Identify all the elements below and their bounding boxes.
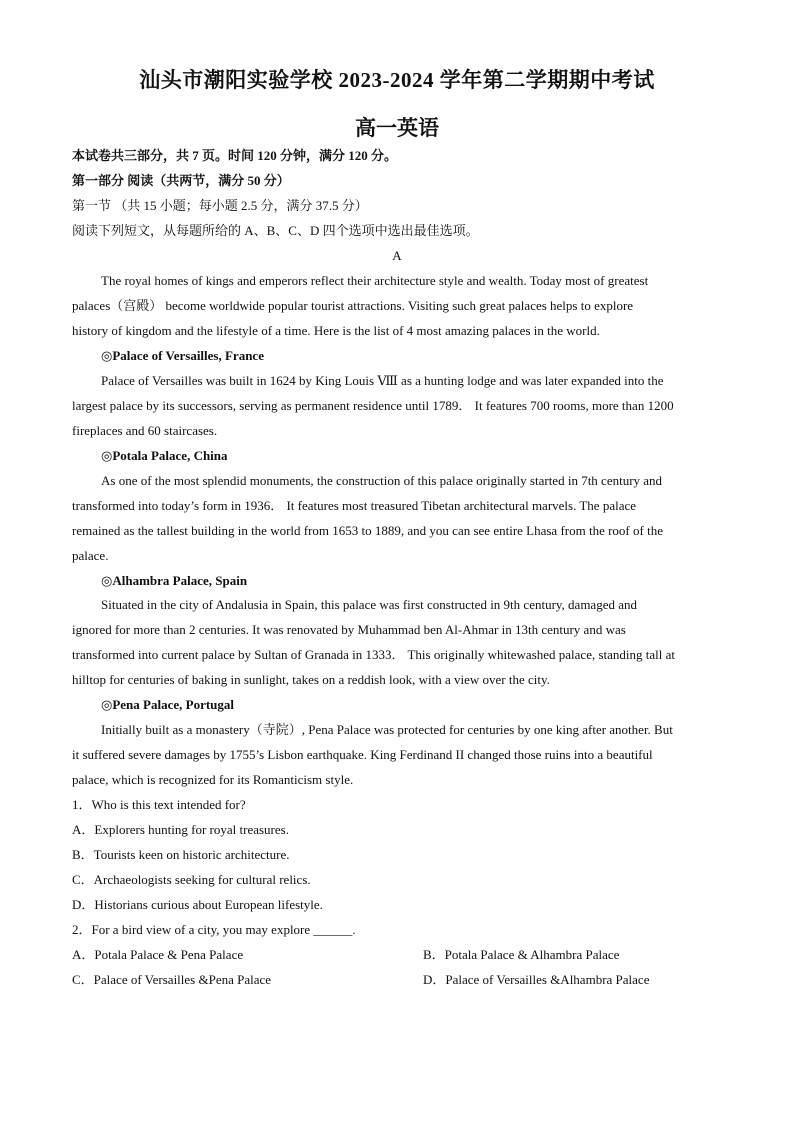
answer-option: B．Potala Palace & Alhambra Palace	[423, 947, 620, 962]
exam-title: 汕头市潮阳实验学校 2023-2024 学年第二学期期中考试	[139, 68, 655, 92]
passage-text-line: As one of the most splendid monuments, the construction of this palace originally started in 7th century and	[101, 473, 663, 488]
passage-label: A	[392, 248, 402, 263]
palace-heading: ◎Alhambra Palace, Spain	[101, 573, 248, 588]
answer-option: A．Potala Palace & Pena Palace	[72, 947, 244, 962]
passage-text-line: Situated in the city of Andalusia in Spain, this palace was first constructed in 9th century, damaged and	[101, 597, 637, 612]
passage-text-line: it suffered severe damages by 1755’s Lisbon earthquake. King Ferdinand II changed those ruins into a beautiful	[72, 747, 653, 762]
passage-text-line: palace, which is recognized for its Romanticism style.	[72, 772, 354, 787]
passage-text-line: largest palace by its successors, serving as permanent residence until 1789． It features 700 rooms, more than 1200	[72, 398, 674, 413]
exam-subtitle: 高一英语	[355, 116, 439, 140]
passage-text-line: palace.	[72, 548, 109, 563]
passage-text-line: transformed into current palace by Sultan of Granada in 1333． This originally whitewashed palace, standing tall at	[72, 647, 676, 662]
passage-text-line: palaces（宫殿） become worldwide popular tourist attractions. Visiting such great palaces helps to explore	[72, 298, 634, 313]
passage-text-line: fireplaces and 60 staircases.	[72, 423, 218, 438]
passage-text-line: hilltop for centuries of baking in sunlight, takes on a reddish look, with a view over the city.	[72, 672, 550, 687]
answer-option: D．Historians curious about European lifestyle.	[72, 897, 323, 912]
instruction-text: 阅读下列短文，从每题所给的 A、B、C、D 四个选项中选出最佳选项。	[72, 223, 479, 238]
answer-option: D．Palace of Versailles &Alhambra Palace	[423, 972, 650, 987]
palace-heading: ◎Pena Palace, Portugal	[101, 697, 235, 712]
question-stem: 1．Who is this text intended for?	[72, 797, 246, 812]
answer-option: A．Explorers hunting for royal treasures.	[72, 822, 289, 837]
exam-info: 本试卷共三部分，共 7 页。时间 120 分钟，满分 120 分。	[72, 148, 398, 163]
answer-option: C．Archaeologists seeking for cultural relics.	[72, 872, 311, 887]
passage-text-line: remained as the tallest building in the world from 1653 to 1889, and you can see entire Lhasa from the roof of the	[72, 523, 663, 538]
palace-heading: ◎Potala Palace, China	[101, 448, 228, 463]
section-heading: 第一节 （共 15 小题；每小题 2.5 分，满分 37.5 分）	[72, 198, 368, 213]
question-stem: 2．For a bird view of a city, you may explore ______.	[72, 922, 356, 937]
passage-text-line: history of kingdom and the lifestyle of a time. Here is the list of 4 most amazing palaces in the world.	[72, 323, 600, 338]
passage-text-line: The royal homes of kings and emperors reflect their architecture style and wealth. Today most of greatest	[101, 273, 649, 288]
passage-text-line: ignored for more than 2 centuries. It was renovated by Muhammad ben Al-Ahmar in 13th century and was	[72, 622, 626, 637]
palace-heading: ◎Palace of Versailles, France	[101, 348, 264, 363]
passage-text-line: Palace of Versailles was built in 1624 by King Louis Ⅷ as a hunting lodge and was later expanded into the	[101, 373, 664, 388]
passage-text-line: transformed into today’s form in 1936． It features most treasured Tibetan architectural marvels. The palace	[72, 498, 637, 513]
answer-option: B．Tourists keen on historic architecture.	[72, 847, 290, 862]
answer-option: C．Palace of Versailles &Pena Palace	[72, 972, 272, 987]
passage-text-line: Initially built as a monastery（寺院）, Pena Palace was protected for centuries by one king after another. But	[101, 722, 673, 737]
part-heading: 第一部分 阅读（共两节，满分 50 分）	[72, 173, 290, 188]
